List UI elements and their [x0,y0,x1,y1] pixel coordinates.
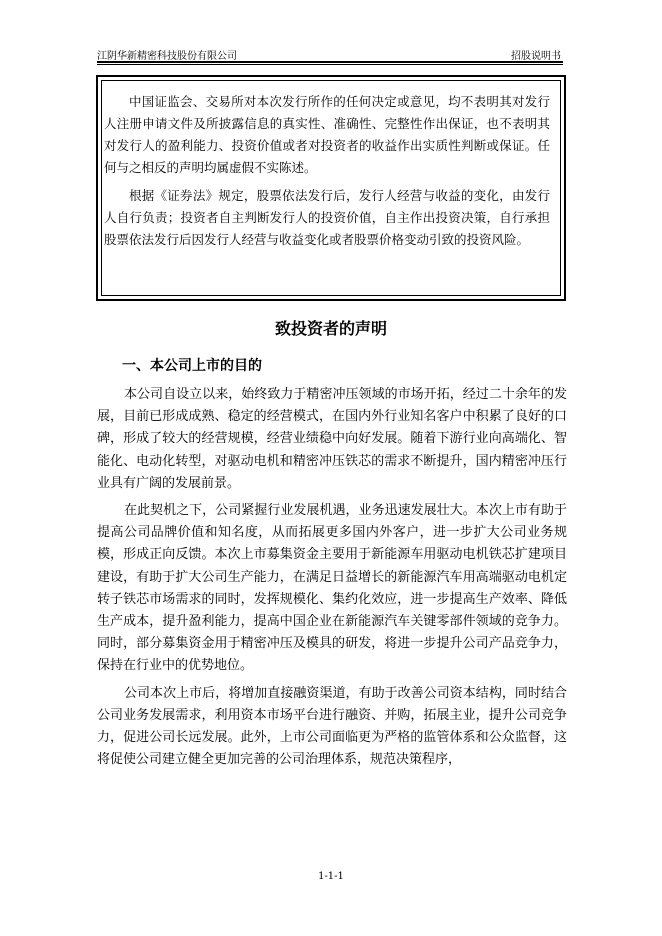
notice-paragraph: 中国证监会、交易所对本次发行所作的任何决定或意见，均不表明其对发行人注册申请文件及所披露信息的真实性、准确性、完整性作出保证，也不表明其对发行人的盈利能力、投资价值或者对投资者的收益作出实质性判断或保证。任何与之相反的声明均属虚假不实陈述。 [104,94,550,175]
header-rule-thin [97,64,563,65]
body-text [97,384,567,776]
page-title: 致投资者的声明 [274,319,387,338]
header-document-type: 招股说明书 [511,51,561,62]
section-heading: 一、本公司上市的目的 [122,358,262,374]
body-paragraph: 公司本次上市后，将增加直接融资渠道，有助于改善公司资本结构，同时结合公司业务发展需求，利用资本市场平台进行融资、并购，拓展主业，提升公司竞争力，促进公司长远发展。此外，上市公司面临更为严格的监管体系和公众监督，这将促使公司建立健全更加完善的公司治理体系，规范决策程序， [97,685,567,768]
regulatory-notice-box [96,75,566,301]
page-number: 1-1-1 [318,871,344,882]
page-header [97,44,563,62]
regulatory-notice-text [104,91,550,257]
body-paragraph: 在此契机之下，公司紧握行业发展机遇，业务迅速发展壮大。本次上市有助于提高公司品牌价值和知名度，从而拓展更多国内外客户，进一步扩大公司业务规模，形成正向反馈。本次上市募集资金主要用于新能源车用驱动电机铁芯扩建项目建设，有助于扩大公司生产能力，在满足日益增长的新能源汽车用高端驱动电机定转子铁芯市场需求的同时，发挥规模化、集约化效应，进一步提高生产效率、降低生产成本，提升盈利能力，提高中国企业在新能源汽车关键零部件领域的竞争力。同时，部分募集资金用于精密冲压及模具的研发，将进一步提升公司产品竞争力，保持在行业中的优势地位。 [97,503,567,674]
notice-paragraph: 根据《证券法》规定，股票依法发行后，发行人经营与收益的变化，由发行人自行负责；投资者自主判断发行人的投资价值，自主作出投资决策，自行承担股票依法发行后因发行人经营与收益变化或者股票价格变动引致的投资风险。 [104,188,550,247]
header-company-name: 江阴华新精密科技股份有限公司 [97,51,237,62]
header-rule-thick [97,61,563,63]
body-paragraph: 本公司自设立以来，始终致力于精密冲压领域的市场开拓，经过二十余年的发展，目前已形成成熟、稳定的经营模式，在国内外行业知名客户中积累了良好的口碑，形成了较大的经营规模，经营业绩稳中向好发展。随着下游行业向高端化、智能化、电动化转型，对驱动电机和精密冲压铁芯的需求不断提升，国内精密冲压行业具有广阔的发展前景。 [97,387,567,491]
